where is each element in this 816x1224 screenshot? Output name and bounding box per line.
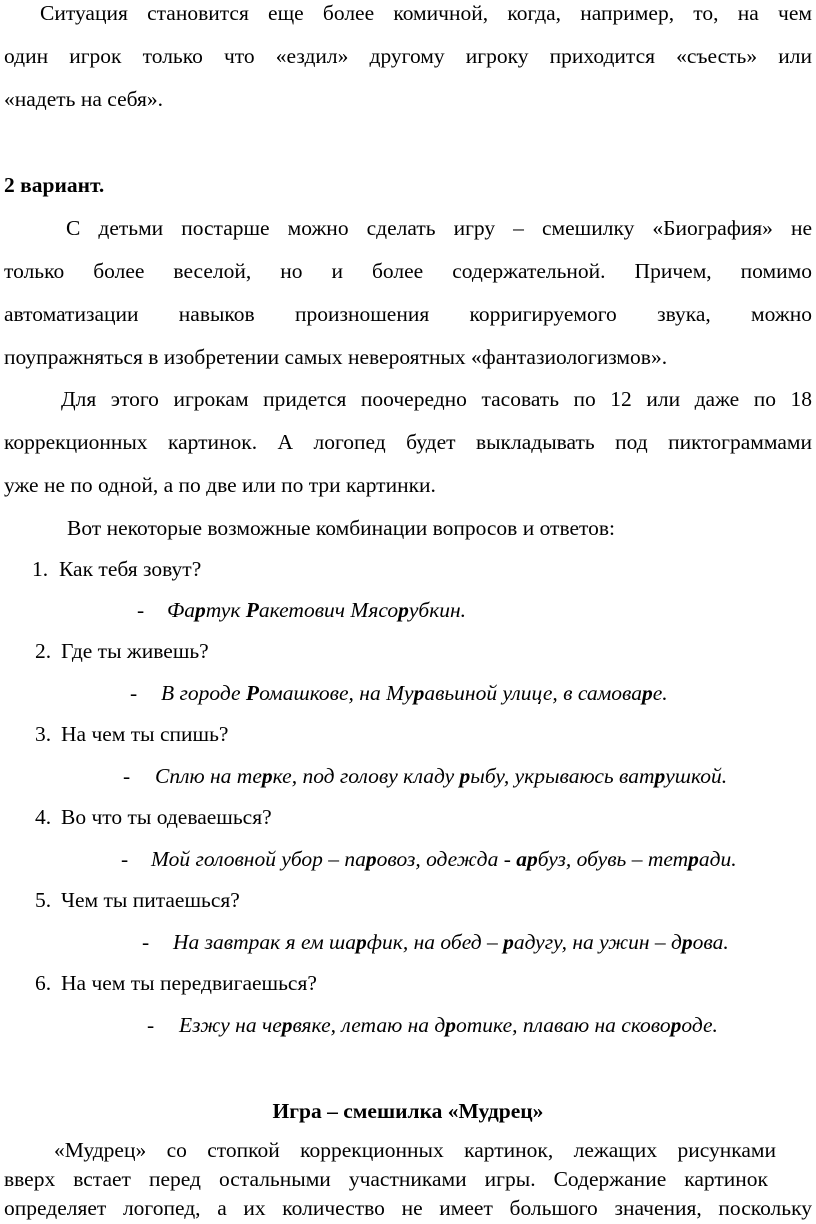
answer-text: омашкове, на Му [259, 681, 414, 705]
qa-number: 5. [35, 888, 52, 912]
answer-text: Сплю на те [155, 764, 262, 788]
answer-text: акетович Мясо [258, 598, 399, 622]
highlighted-letter: р [670, 1013, 682, 1037]
answer-text: адугу, на ужин – д [513, 930, 682, 954]
paragraph-1-line-3: «надеть на себя». [4, 87, 164, 111]
answer-text: ке, под голову кладу [272, 764, 460, 788]
highlighted-letter: р [195, 598, 206, 622]
qa-answer [179, 1012, 718, 1038]
qa-question: Чем ты питаешься? [61, 888, 240, 912]
qa-answer [151, 846, 737, 872]
qa-question: На чем ты спишь? [61, 722, 229, 746]
paragraph-3-line-1: Для этого игрокам придется поочередно тасовать по 12 или даже по 18 [61, 387, 812, 411]
highlighted-letter: р [654, 764, 666, 788]
answer-text: Езжу на че [179, 1013, 282, 1037]
qa-number: 6. [35, 971, 52, 995]
highlighted-letter: р [261, 764, 273, 788]
qa-answer-dash: - [137, 598, 145, 622]
answer-text: Мой головной убор – па [151, 847, 366, 871]
qa-question: Где ты живешь? [61, 639, 209, 663]
answer-text: ова. [692, 930, 729, 954]
paragraph-1-line-1: Ситуация становится еще более комичной, когда, например, то, на чем [40, 1, 812, 25]
answer-text: е. [652, 681, 668, 705]
answer-text: фик, на обед – [366, 930, 504, 954]
highlighted-letter: р [459, 764, 471, 788]
qa-number: 2. [35, 639, 52, 663]
answer-text: ушкой. [665, 764, 728, 788]
highlighted-letter: ар [516, 847, 538, 871]
highlighted-letter: р [365, 847, 377, 871]
qa-number: 3. [35, 722, 52, 746]
answer-text: вяке, летаю на д [292, 1013, 446, 1037]
qa-question: Как тебя зовут? [59, 557, 202, 581]
variant-heading: 2 вариант. [4, 173, 105, 197]
answer-text: На завтрак я ем ша [173, 930, 357, 954]
answer-text: оде. [681, 1013, 718, 1037]
answer-text: ыбу, укрываюсь ват [470, 764, 655, 788]
paragraph-2-line-2: только более веселой, но и более содержательной. Причем, помимо [4, 259, 812, 283]
qa-answer-dash: - [147, 1013, 155, 1037]
answer-text: авьиной улице, в самова [424, 681, 642, 705]
answer-text: отике, плаваю на сково [456, 1013, 671, 1037]
qa-number: 4. [35, 805, 52, 829]
highlighted-letter: р [356, 930, 367, 954]
highlighted-letter: р [688, 847, 699, 871]
answer-text: овоз, одежда - [376, 847, 517, 871]
highlighted-letter: р [681, 930, 693, 954]
highlighted-letter: р [503, 930, 514, 954]
qa-question: Во что ты одеваешься? [61, 805, 272, 829]
highlighted-letter: р [413, 681, 425, 705]
paragraph-2-line-1: С детьми постарше можно сделать игру – смешилку «Биография» не [66, 216, 812, 240]
qa-answer-dash: - [123, 764, 131, 788]
qa-answer [167, 597, 466, 623]
combinations-intro: Вот некоторые возможные комбинации вопросов и ответов: [67, 516, 616, 540]
answer-text: В городе [161, 681, 246, 705]
paragraph-1-line-2: один игрок только что «ездил» другому игроку приходится «съесть» или [4, 44, 812, 68]
highlighted-letter: р [445, 1013, 457, 1037]
highlighted-letter: р [281, 1013, 293, 1037]
highlighted-letter: р [642, 681, 653, 705]
answer-text: ади. [698, 847, 737, 871]
qa-answer [161, 680, 668, 706]
answer-text: Фа [167, 598, 196, 622]
paragraph-4-line-2: вверх встает перед остальными участниками игры. Содержание картинок [4, 1167, 768, 1191]
qa-answer [155, 763, 727, 789]
highlighted-letter: Р [245, 598, 259, 622]
paragraph-3-line-3: уже не по одной, а по две или по три картинки. [4, 473, 436, 497]
qa-answer-dash: - [121, 847, 129, 871]
paragraph-4-line-1: «Мудрец» со стопкой коррекционных картинок, лежащих рисунками [54, 1138, 776, 1162]
paragraph-3-line-2: коррекционных картинок. А логопед будет выкладывать под пиктограммами [4, 430, 812, 454]
highlighted-letter: Р [245, 681, 260, 705]
qa-question: На чем ты передвигаешься? [61, 971, 317, 995]
paragraph-2-line-3: автоматизации навыков произношения корригируемого звука, можно [4, 302, 812, 326]
highlighted-letter: р [398, 598, 409, 622]
qa-number: 1. [32, 557, 49, 581]
answer-text: буз, обувь – тет [537, 847, 689, 871]
paragraph-2-line-4: поупражняться в изобретении самых невероятных «фантазиологизмов». [4, 345, 668, 369]
answer-text: убкин. [408, 598, 467, 622]
paragraph-4-line-3: определяет логопед, а их количество не имеет большого значения, поскольку [4, 1196, 812, 1220]
game-heading: Игра – смешилка «Мудрец» [272, 1099, 544, 1123]
qa-answer-dash: - [130, 681, 138, 705]
qa-answer-dash: - [142, 930, 150, 954]
qa-answer [173, 929, 729, 955]
answer-text: тук [205, 598, 246, 622]
